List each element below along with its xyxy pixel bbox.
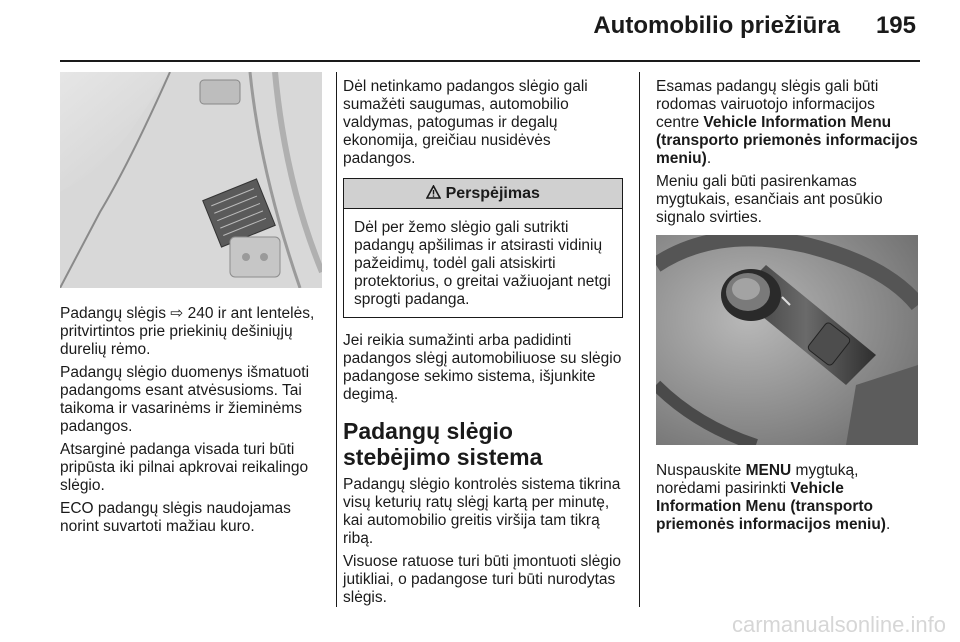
header-rule — [60, 60, 920, 62]
warning-text: Dėl per žemo slėgio gali sutrikti padangų apšilimas ir atsirasti vidinių pažeidimų, todėl gali atsiskirti protektorius, o greitai važiuojant netgi sprogti padanga. — [354, 219, 611, 308]
paragraph-display-pressure: Esamas padangų slėgis gali būti rodomas vairuotojo informacijos centre Vehicle Information Menu (transporto priemonės informacijos meniu). — [656, 78, 918, 167]
column-3 — [656, 78, 920, 232]
door-pillar-photo — [60, 72, 322, 288]
column-2 — [343, 78, 623, 612]
paragraph-monitoring-system: Padangų slėgio kontrolės sistema tikrina visų keturių ratų slėgį kartą per minutę, kai automobilio greitis viršija tam tikrą ribą. — [343, 476, 621, 547]
column-divider-2 — [639, 72, 640, 607]
page-number: 195 — [875, 12, 916, 39]
column-1 — [60, 305, 326, 541]
page-header-title: Automobilio priežiūra — [593, 12, 840, 39]
watermark: carmanualsonline.info — [731, 612, 946, 637]
paragraph-sensors: Visuose ratuose turi būti įmontuoti slėgio jutikliai, o padangose turi būti nurodytas slėgis. — [343, 553, 622, 606]
paragraph-spare-tyre: Atsarginė padanga visada turi būti pripūsta iki pilnai apkrovai reikalingo slėgio. — [60, 441, 309, 494]
paragraph-tyre-pressure-label: Padangų slėgis ⇨ 240 ir ant lentelės, pritvirtintos prie priekinių dešiniųjų durelių rėmo. — [60, 305, 315, 358]
paragraph-press-menu: Nuspauskite MENU mygtuką, norėdami pasirinkti Vehicle Information Menu (transporto priemonės informacijos meniu). — [656, 462, 891, 533]
paragraph-incorrect-pressure: Dėl netinkamo padangos slėgio gali sumažėti saugumas, automobilio valdymas, patogumas ir degalų ekonomija, greičiau nusidėvės padangos. — [343, 78, 588, 167]
paragraph-eco-pressure: ECO padangų slėgis naudojamas norint suvartoti mažiau kuro. — [60, 500, 291, 535]
column-3-bottom — [656, 462, 920, 539]
warning-triangle-icon — [426, 185, 445, 202]
paragraph-menu-buttons: Meniu gali būti pasirenkamas mygtukais, esančiais ant posūkio signalo svirties. — [656, 173, 883, 226]
warning-header — [344, 179, 622, 209]
turn-signal-lever-photo — [656, 235, 918, 445]
warning-title: Perspėjimas — [445, 185, 540, 202]
paragraph-cold-tyres: Padangų slėgio duomenys išmatuoti padangoms esant atvėsusioms. Tai taikoma ir vasarinėms ir žieminėms padangos. — [60, 364, 310, 435]
warning-box — [343, 178, 623, 318]
paragraph-adjust-pressure: Jei reikia sumažinti arba padidinti padangos slėgį automobiliuose su slėgio padangose sekimo sistema, išjunkite degimą. — [343, 332, 622, 403]
column-divider-1 — [336, 72, 337, 607]
section-heading: Padangų slėgio stebėjimo sistema — [343, 418, 543, 470]
